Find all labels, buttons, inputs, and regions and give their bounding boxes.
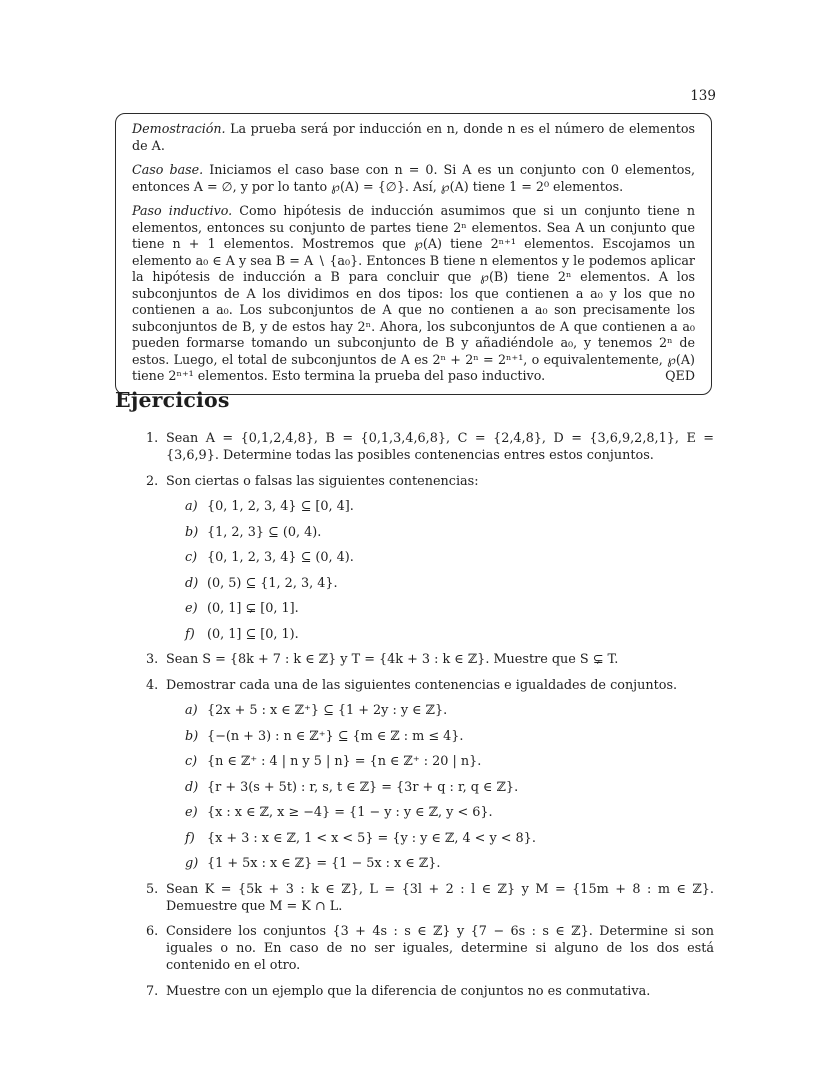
subitem-4c [166,753,714,770]
subitem-4f [166,830,714,847]
exercise-text: Sean K = {5k + 3 : k ∈ ℤ}, L = {3l + 2 : l ∈ ℤ} y M = {15m + 8 : m ∈ ℤ}. Demuestre que M = K ∩ L. [166,881,714,914]
subitem-2c [166,549,714,566]
subitem-text: {n ∈ ℤ⁺ : 4 | n y 5 | n} = {n ∈ ℤ⁺ : 20 | n}. [207,754,482,769]
exercise-4-subitems [166,702,714,872]
subitem-label: a) [185,499,198,514]
proof-paragraph-caso-base [132,162,695,195]
proof-text-demostracion: La prueba será por inducción en n, donde n es el número de elementos de A. [132,121,695,153]
exercise-number: 2. [146,473,159,489]
section-heading-ejercicios: Ejercicios [115,388,230,412]
exercise-text: Sean A = {0,1,2,4,8}, B = {0,1,3,4,6,8}, C = {2,4,8}, D = {3,6,9,2,8,1}, E = {3,6,9}. Determine todas las posibles contenencias entres estos conjuntos. [166,431,714,463]
exercise-number: 1. [146,431,159,446]
subitem-label: b) [185,728,199,744]
exercise-text: Considere los conjuntos {3 + 4s : s ∈ ℤ} y {7 − 6s : s ∈ ℤ}. Determine si son iguales o no. En caso de no ser iguales, determine si alguno de los dos está contenido en el otro. [166,924,714,973]
proof-lead-demostracion: Demostración. [132,121,226,136]
exercise-list [115,430,714,1008]
exercise-item-5 [115,881,714,915]
exercise-text: Sean S = {8k + 7 : k ∈ ℤ} y T = {4k + 3 : k ∈ ℤ}. Muestre que S ⊊ T. [166,652,619,667]
subitem-text: {1 + 5x : x ∈ ℤ} = {1 − 5x : x ∈ ℤ}. [207,856,441,871]
subitem-label: f) [185,830,195,846]
exercise-text: Muestre con un ejemplo que la diferencia de conjuntos no es conmutativa. [166,983,651,999]
subitem-label: f) [185,626,195,642]
subitem-text: (0, 1] ⊆ [0, 1). [207,626,299,642]
subitem-text: {2x + 5 : x ∈ ℤ⁺} ⊆ {1 + 2y : y ∈ ℤ}. [207,703,448,718]
proof-paragraph-paso-inductivo [132,203,695,385]
subitem-2d [166,575,714,592]
exercise-text: Demostrar cada una de las siguientes contenencias e igualdades de conjuntos. [166,677,678,693]
proof-box [115,113,712,395]
subitem-label: g) [185,856,199,871]
subitem-text: (0, 1] ⊊ [0, 1]. [207,601,299,616]
exercise-number: 6. [146,924,159,939]
subitem-2e [166,600,714,617]
subitem-2a [166,498,714,515]
subitem-text: {1, 2, 3} ⊆ (0, 4). [207,524,322,540]
proof-lead-caso-base: Caso base. [132,162,204,177]
qed-label: QED [665,368,695,383]
exercise-number: 3. [146,652,159,667]
exercise-2-subitems [166,498,714,643]
subitem-label: e) [185,805,198,820]
proof-paragraph-demostracion [132,121,695,154]
subitem-2f [166,626,714,643]
subitem-text: {0, 1, 2, 3, 4} ⊆ [0, 4]. [207,499,354,514]
subitem-text: {x + 3 : x ∈ ℤ, 1 < x < 5} = {y : y ∈ ℤ, 4 < y < 8}. [207,830,536,846]
subitem-text: {x : x ∈ ℤ, x ≥ −4} = {1 − y : y ∈ ℤ, y < 6}. [207,805,493,820]
subitem-4b [166,728,714,745]
subitem-text: {−(n + 3) : n ∈ ℤ⁺} ⊆ {m ∈ ℤ : m ≤ 4}. [207,728,464,744]
subitem-4g [166,855,714,872]
exercise-item-6 [115,923,714,974]
exercise-item-2 [115,473,714,643]
exercise-number: 5. [146,881,159,897]
subitem-4a [166,702,714,719]
exercise-item-4 [115,677,714,873]
exercise-item-1 [115,430,714,464]
subitem-4d [166,779,714,796]
exercise-number: 7. [146,983,159,999]
exercise-number: 4. [146,677,159,693]
subitem-label: a) [185,703,198,718]
subitem-text: {r + 3(s + 5t) : r, s, t ∈ ℤ} = {3r + q : r, q ∈ ℤ}. [207,779,519,795]
subitem-2b [166,524,714,541]
subitem-4e [166,804,714,821]
subitem-text: {0, 1, 2, 3, 4} ⊆ (0, 4). [207,550,354,565]
proof-text-caso-base: Iniciamos el caso base con n = 0. Si A es un conjunto con 0 elementos, entonces A = ∅, y por lo tanto ℘(A) = {∅}. Así, ℘(A) tiene 1 = 2⁰ elementos. [132,162,695,194]
subitem-label: c) [185,550,198,565]
subitem-label: e) [185,601,198,616]
proof-text-paso-inductivo: Como hipótesis de inducción asumimos que si un conjunto tiene n elementos, entonces su conjunto de partes tiene 2ⁿ elementos. Sea A un conjunto que tiene n + 1 elementos. Mostremos que ℘(A) tiene 2ⁿ⁺¹ elementos. Escojamos un elemento a₀ ∈ A y sea B = A ∖ {a₀}. Entonces B tiene n elementos y le podemos aplicar la hipótesis de inducción a B para concluir que ℘(B) tiene 2ⁿ elementos. A los subconjuntos de A los dividimos en dos tipos: los que contienen a a₀ y los que no contienen a a₀. Los subconjuntos de A que no contienen a a₀ son precisamente los subconjuntos de B, y de estos hay 2ⁿ. Ahora, los subconjuntos de A que contienen a a₀ pueden formarse tomando un subconjunto de B y añadiéndole a₀, y tenemos 2ⁿ de estos. Luego, el total de subconjuntos de A es 2ⁿ + 2ⁿ = 2ⁿ⁺¹, o equivalentemente, ℘(A) tiene 2ⁿ⁺¹ elementos. Esto termina la prueba del paso inductivo. [132,203,695,383]
proof-lead-paso-inductivo: Paso inductivo. [132,203,233,218]
exercise-text: Son ciertas o falsas las siguientes contenencias: [166,473,479,489]
subitem-text: (0, 5) ⊆ {1, 2, 3, 4}. [207,575,338,591]
subitem-label: c) [185,754,198,769]
subitem-label: d) [185,575,199,591]
subitem-label: d) [185,779,199,795]
exercise-item-3 [115,651,714,668]
subitem-label: b) [185,524,199,540]
exercise-item-7 [115,983,714,1000]
page-number: 139 [690,88,716,104]
